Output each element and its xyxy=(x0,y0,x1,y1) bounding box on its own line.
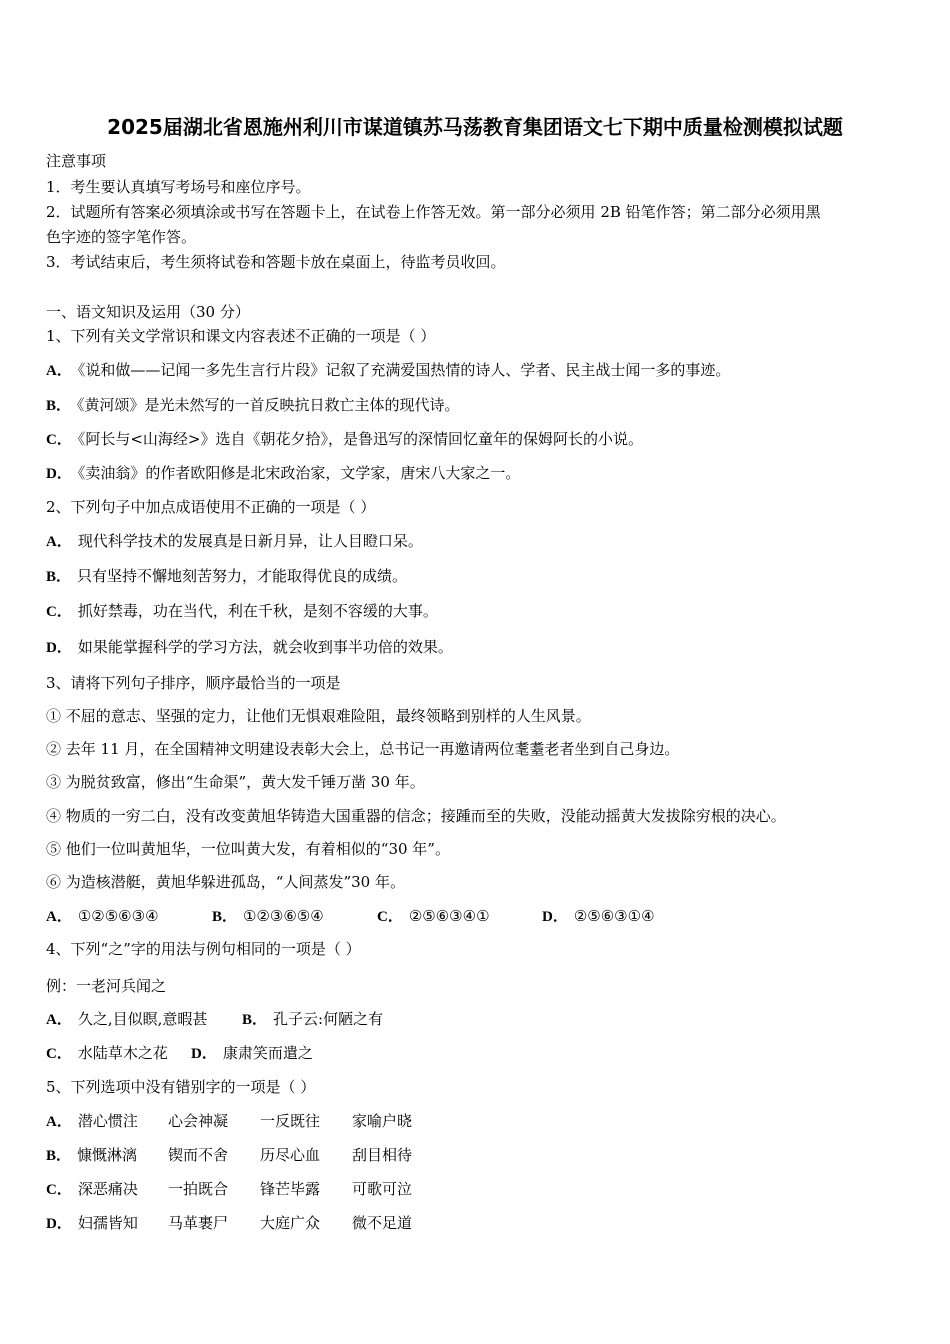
phrase: 刮目相待 xyxy=(352,1146,413,1164)
q3-sentence-3: ③ 为脱贫致富，修出“生命渠”，黄大发千锤万凿 30 年。 xyxy=(46,773,425,791)
q4-stem: 4、下列“之”字的用法与例句相同的一项是（ ） xyxy=(46,940,361,958)
q3-sentence-6: ⑥ 为造核潜艇，黄旭华躲进孤岛，“人间蒸发”30 年。 xyxy=(46,873,405,891)
option-label: D． xyxy=(542,909,568,925)
q3-option-d xyxy=(542,906,655,927)
q4-options-row-2 xyxy=(46,1043,313,1064)
phrase: 心会神凝 xyxy=(168,1112,229,1130)
phrase: 锋芒毕露 xyxy=(260,1180,321,1198)
phrase: 微不足道 xyxy=(352,1214,413,1232)
option-label: C． xyxy=(377,909,403,925)
option-label: D． xyxy=(191,1046,217,1062)
option-label: C． xyxy=(46,1182,72,1198)
option-label: D． xyxy=(46,466,72,482)
q3-sentence-1: ① 不屈的意志、坚强的定力，让他们无惧艰难险阻，最终领略到别样的人生风景。 xyxy=(46,707,591,725)
q4-example: 例：一老河兵闻之 xyxy=(46,977,167,995)
option-text: ①②⑤⑥③④ xyxy=(77,907,159,925)
q2-stem: 2、下列句子中加点成语使用不正确的一项是（ ） xyxy=(46,498,376,516)
notice-item-3: 3．考试结束后，考生须将试卷和答题卡放在桌面上，待监考员收回。 xyxy=(46,253,506,271)
option-text: 久之,目似瞑,意暇甚 xyxy=(77,1010,208,1028)
option-label: C． xyxy=(46,1046,72,1062)
option-text: 水陆草木之花 xyxy=(77,1044,168,1062)
notice-item-1: 1．考生要认真填写考场号和座位序号。 xyxy=(46,178,311,196)
q1-option-b xyxy=(46,395,460,416)
option-text: 《阿长与<山海经>》选自《朝花夕拾》，是鲁迅写的深情回忆童年的保姆阿长的小说。 xyxy=(77,430,643,448)
phrase: 妇孺皆知 xyxy=(77,1214,138,1232)
phrase: 锲而不舍 xyxy=(168,1146,229,1164)
q3-options xyxy=(46,906,655,927)
q2-option-c xyxy=(46,601,438,622)
option-text: ②⑤⑥③④① xyxy=(408,907,490,925)
option-text: 《卖油翁》的作者欧阳修是北宋政治家，文学家，唐宋八大家之一。 xyxy=(77,464,521,482)
q4-option-c xyxy=(46,1043,191,1064)
q4-option-a xyxy=(46,1009,242,1030)
phrase: 马革裹尸 xyxy=(168,1214,229,1232)
phrase: 深恶痛决 xyxy=(77,1180,138,1198)
option-first xyxy=(46,1179,168,1200)
option-label: A． xyxy=(46,1114,72,1130)
q1-option-c xyxy=(46,429,643,450)
phrase: 慷慨淋漓 xyxy=(77,1146,138,1164)
phrase: 可歌可泣 xyxy=(352,1180,413,1198)
option-text: ①②③⑥⑤④ xyxy=(243,907,324,925)
option-text: 如果能掌握科学的学习方法，就会收到事半功倍的效果。 xyxy=(77,638,453,656)
q3-sentence-2: ② 去年 11 月，在全国精神文明建设表彰大会上，总书记一再邀请两位耄耋老者坐到自己身边。 xyxy=(46,740,680,758)
notice-heading: 注意事项 xyxy=(46,152,107,170)
option-label: D． xyxy=(46,640,72,656)
option-text: 只有坚持不懈地刻苦努力，才能取得优良的成绩。 xyxy=(77,567,408,585)
q4-option-b xyxy=(242,1009,383,1030)
option-label: B． xyxy=(46,1148,72,1164)
q2-option-d xyxy=(46,637,453,658)
option-text: 现代科学技术的发展真是日新月异，让人目瞪口呆。 xyxy=(77,532,423,550)
q4-options-row-1 xyxy=(46,1009,383,1030)
q2-option-a xyxy=(46,531,423,552)
phrase: 大庭广众 xyxy=(260,1214,321,1232)
option-text: 康肃笑而遣之 xyxy=(222,1044,313,1062)
option-first xyxy=(46,1145,168,1166)
phrase: 家喻户晓 xyxy=(352,1112,413,1130)
q1-option-d xyxy=(46,463,520,484)
option-text: 《黄河颂》是光未然写的一首反映抗日救亡主体的现代诗。 xyxy=(77,396,460,414)
option-label: B． xyxy=(242,1012,268,1028)
notice-item-2b: 色字迹的签字笔作答。 xyxy=(46,228,197,246)
q2-option-b xyxy=(46,566,407,587)
option-text: ②⑤⑥③①④ xyxy=(573,907,655,925)
q3-sentence-4: ④ 物质的一穷二白，没有改变黄旭华铸造大国重器的信念；接踵而至的失败，没能动摇黄大发拔除穷根的决心。 xyxy=(46,807,786,825)
option-text: 抓好禁毒，功在当代，利在千秋，是刻不容缓的大事。 xyxy=(77,602,438,620)
notice-item-2a: 2．试题所有答案必须填涂或书写在答题卡上，在试卷上作答无效。第一部分必须用 2B 铅笔作答；第二部分必须用黑 xyxy=(46,203,821,221)
q5-option-a xyxy=(46,1111,412,1132)
option-label: B． xyxy=(46,569,72,585)
option-label: B． xyxy=(212,909,238,925)
phrase: 一反既往 xyxy=(260,1112,321,1130)
q5-option-b xyxy=(46,1145,412,1166)
option-label: C． xyxy=(46,432,72,448)
q3-option-b xyxy=(212,906,377,927)
q1-stem: 1、下列有关文学常识和课文内容表述不正确的一项是（ ） xyxy=(46,327,436,345)
option-label: A． xyxy=(46,909,72,925)
phrase: 历尽心血 xyxy=(260,1146,321,1164)
option-first xyxy=(46,1213,168,1234)
q3-option-a xyxy=(46,906,212,927)
phrase: 潜心惯注 xyxy=(77,1112,138,1130)
q1-option-a xyxy=(46,360,730,381)
q5-option-c xyxy=(46,1179,412,1200)
phrase: 一拍既合 xyxy=(168,1180,229,1198)
option-label: B． xyxy=(46,398,72,414)
option-label: A． xyxy=(46,534,72,550)
option-label: A． xyxy=(46,1012,72,1028)
option-label: D． xyxy=(46,1216,72,1232)
q3-option-c xyxy=(377,906,542,927)
option-first xyxy=(46,1111,168,1132)
q3-sentence-5: ⑤ 他们一位叫黄旭华，一位叫黄大发，有着相似的“30 年”。 xyxy=(46,840,450,858)
section-heading: 一、语文知识及运用（30 分） xyxy=(46,303,250,321)
option-label: A． xyxy=(46,363,72,379)
q5-stem: 5、下列选项中没有错别字的一项是（ ） xyxy=(46,1078,316,1096)
option-label: C． xyxy=(46,604,72,620)
option-text: 孔子云:何陋之有 xyxy=(273,1010,384,1028)
q4-option-d xyxy=(191,1043,313,1064)
exam-title: 2025届湖北省恩施州利川市谋道镇苏马荡教育集团语文七下期中质量检测模拟试题 xyxy=(107,115,843,139)
option-text: 《说和做——记闻一多先生言行片段》记叙了充满爱国热情的诗人、学者、民主战士闻一多的事迹。 xyxy=(77,361,731,379)
q3-stem: 3、请将下列句子排序，顺序最恰当的一项是 xyxy=(46,674,341,692)
q5-option-d xyxy=(46,1213,412,1234)
